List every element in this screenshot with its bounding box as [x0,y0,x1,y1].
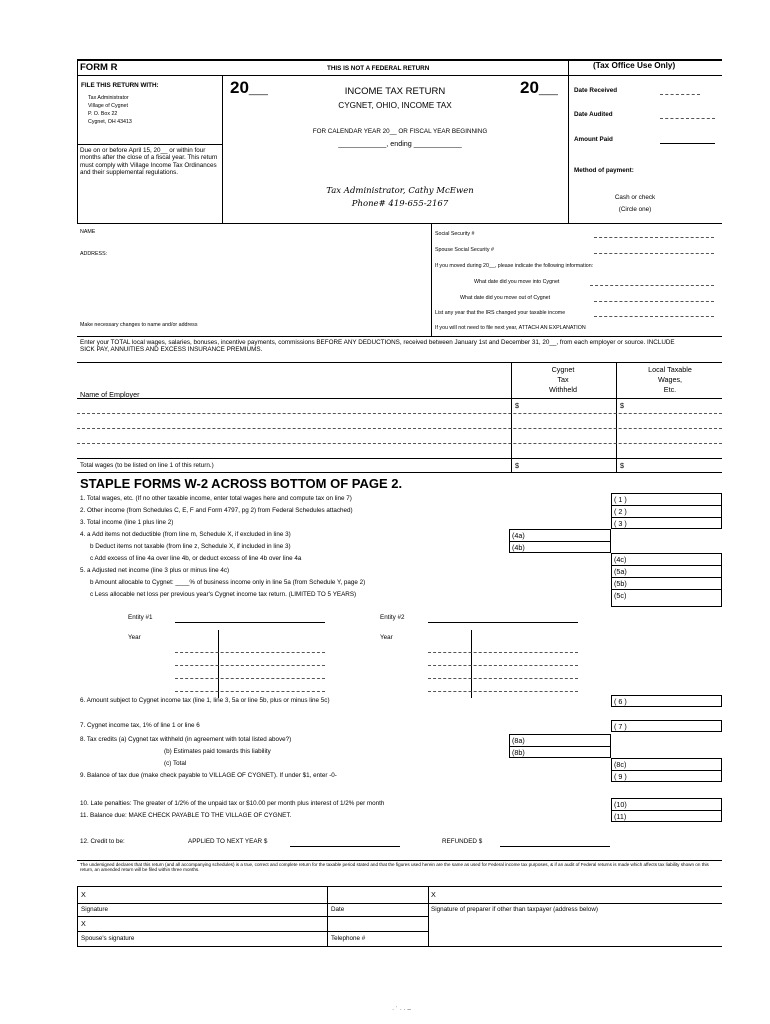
withheld-header-3: Withheld [549,385,577,394]
footer-marks: · ˙ · · – [392,1006,411,1013]
due-date-text: Due on or before April 15, 20__ or within four months after the close of a fiscal year. This return must comply with Village Income Tax Ordinances and their supplemental regulations. [80,147,218,177]
withheld-dollar: $ [515,401,519,410]
line-5a-label: 5. a Adjusted net income (line 3 plus or minus line 4c) [80,567,230,574]
changes-note: Make necessary changes to name and/or address [80,322,198,328]
withheld-header-2: Tax [557,375,569,384]
box-4c[interactable]: (4c) [614,555,627,564]
total-wages-label: Total wages (to be listed on line 1 of this return.) [80,462,214,469]
signature-label: Signature [81,906,108,913]
ending-text: ____________, ending ____________ [338,139,462,148]
declaration-text: The undersigned declares that this return (and all accompanying schedules) is a true, correct and complete return for the taxable period stated and that the figures used herein are the same as used for Federal income tax purposes, & if an audit of Federal returns is made which affects tax liability shown on this return, an amended return will be filed within three months. [80,862,709,873]
address-line-4: Cygnet, OH 43413 [88,119,132,125]
date-label: Date [331,906,345,913]
box-5c[interactable]: (5c) [614,591,627,600]
address-line-1: Tax Administrator [88,95,129,101]
box-7[interactable]: ( 7 ) [614,722,627,731]
form-name: FORM R [80,62,118,73]
preparer-signature-label: Signature of preparer if other than taxpayer (address below) [431,906,598,913]
spouse-signature-label: Spouse's signature [81,935,135,942]
employer-column-header: Name of Employer [80,390,140,399]
circle-one: (Circle one) [618,206,652,213]
apply-next-year-label[interactable]: APPLIED TO NEXT YEAR $ [188,838,268,845]
box-8a[interactable]: (8a) [512,736,525,745]
payment-method-label: Method of payment: [574,167,634,174]
city-title: CYGNET, OHIO, INCOME TAX [338,101,452,110]
signature-x[interactable]: X [81,890,86,899]
box-8c[interactable]: (8c) [614,760,627,769]
ssn-label[interactable]: Social Security # [435,231,475,237]
box-3[interactable]: ( 3 ) [614,519,627,528]
move-out-label[interactable]: What date did you move out of Cygnet [460,295,551,301]
table-row[interactable] [77,413,722,414]
address-line-3: P. O. Box 22 [88,111,118,117]
address-label: ADDRESS: [80,251,108,257]
no-file-label: If you will not need to file next year, ATTACH AN EXPLANATION [435,325,586,331]
year-right: 20__ [520,78,558,97]
box-6[interactable]: ( 6 ) [614,697,627,706]
table-row[interactable] [77,443,722,444]
spouse-ssn-label[interactable]: Spouse Social Security # [435,247,494,253]
box-5b[interactable]: (5b) [614,579,627,588]
line-4c-label: c Add excess of line 4a over line 4b, or deduct excess of line 4b over line 4a [90,555,302,562]
name-label: NAME [80,229,96,235]
line-11-label: 11. Balance due: MAKE CHECK PAYABLE TO THE VILLAGE OF CYGNET. [80,812,292,819]
box-11[interactable]: (11) [614,812,627,821]
line-12-label: 12. Credit to be: [80,838,125,845]
line-8c-label: (c) Total [164,760,187,767]
total-local-dollar: $ [620,461,624,470]
line-8a-label: 8. Tax credits (a) Cygnet tax withheld (in agreement with total listed above?) [80,736,292,743]
administrator-phone: Phone# 419-655-2167 [351,199,449,209]
staple-notice: STAPLE FORMS W-2 ACROSS BOTTOM OF PAGE 2. [80,476,403,491]
entity-2-label: Entity #2 [380,614,405,621]
line-10-label: 10. Late penalties: The greater of 1/2% of the unpaid tax or $10.00 per month plus interest of 1/2% per month [80,800,385,807]
box-8b[interactable]: (8b) [512,748,525,757]
date-received-label: Date Received [574,87,618,94]
year-2-label: Year [380,634,393,641]
box-4b[interactable]: (4b) [512,543,525,552]
file-with-label: FILE THIS RETURN WITH: [81,82,159,89]
move-in-label[interactable]: What date did you move into Cygnet [474,279,560,285]
box-4a[interactable]: (4a) [512,531,525,540]
box-2[interactable]: ( 2 ) [614,507,627,516]
calendar-year-text: FOR CALENDAR YEAR 20__ OR FISCAL YEAR BEGINNING [312,128,488,135]
line-3-label: 3. Total income (line 1 plus line 2) [80,519,174,526]
line-1-label: 1. Total wages, etc. (If no other taxable income, enter total wages here and compute tax on line 7) [80,495,352,502]
line-9-label: 9. Balance of tax due (make check payable to VILLAGE OF CYGNET). If under $1, enter -0- [80,772,337,779]
line-6-label: 6. Amount subject to Cygnet income tax (line 1, line 3, 5a or line 5b, plus or minus line 5c) [80,697,330,704]
date-audited-label: Date Audited [574,111,613,118]
line-5b-label: b Amount allocable to Cygnet: ____% of business income only in line 5a (from Schedule Y, page 2) [90,579,366,586]
not-federal-notice: THIS IS NOT A FEDERAL RETURN [327,65,430,72]
telephone-label[interactable]: Telephone # [331,935,366,942]
box-1[interactable]: ( 1 ) [614,495,627,504]
local-dollar: $ [620,401,624,410]
line-5c-label: c Less allocable net loss per previous year's Cygnet income tax return. (LIMITED TO 5 YEARS) [90,591,357,598]
box-9[interactable]: ( 9 ) [614,772,627,781]
local-header-3: Etc. [663,385,677,394]
wages-instruction: Enter your TOTAL local wages, salaries, bonuses, incentive payments, commissions BEFORE ANY DEDUCTIONS, received between January 1st and December 31, 20__, from each employer or source. INCLUDE SICK PAY, ANNUITIES AND EXCESS INSURANCE PREMIUMS. [80,339,675,354]
year-left: 20__ [230,78,268,97]
refunded-label[interactable]: REFUNDED $ [442,838,483,845]
box-10[interactable]: (10) [614,800,627,809]
administrator-name: Tax Administrator, Cathy McEwen [326,186,474,196]
total-withheld-dollar: $ [515,461,519,470]
cash-or-check: Cash or check [614,194,656,201]
return-title: INCOME TAX RETURN [344,86,446,97]
table-row[interactable] [77,428,722,429]
irs-changed-label[interactable]: List any year that the IRS changed your taxable income [435,310,566,316]
local-header-2: Wages, [657,375,683,384]
line-4b-label: b Deduct items not taxable (from line z, Schedule X, if included in line 3) [90,543,291,550]
withheld-header-1: Cygnet [551,365,575,374]
spouse-signature-x[interactable]: X [81,919,86,928]
year-1-label: Year [128,634,141,641]
local-header-1: Local Taxable [648,365,692,374]
amount-paid-label: Amount Paid [574,136,613,143]
moved-label: If you moved during 20__, please indicate the following information: [435,263,594,269]
address-line-2: Village of Cygnet [88,103,128,109]
line-7-label: 7. Cygnet income tax, 1% of line 1 or line 6 [80,722,200,729]
box-5a[interactable]: (5a) [614,567,627,576]
line-4a-label: 4. a Add items not deductible (from line m, Schedule X, if excluded in line 3) [80,531,291,538]
tax-office-label: (Tax Office Use Only) [593,61,676,70]
entity-1-label: Entity #1 [128,614,153,621]
line-8b-label: (b) Estimates paid towards this liability [164,748,271,755]
line-2-label: 2. Other income (from Schedules C, E, F and Form 4797, pg 2) from Federal Schedules attached) [80,507,353,514]
preparer-x[interactable]: X [431,890,436,899]
